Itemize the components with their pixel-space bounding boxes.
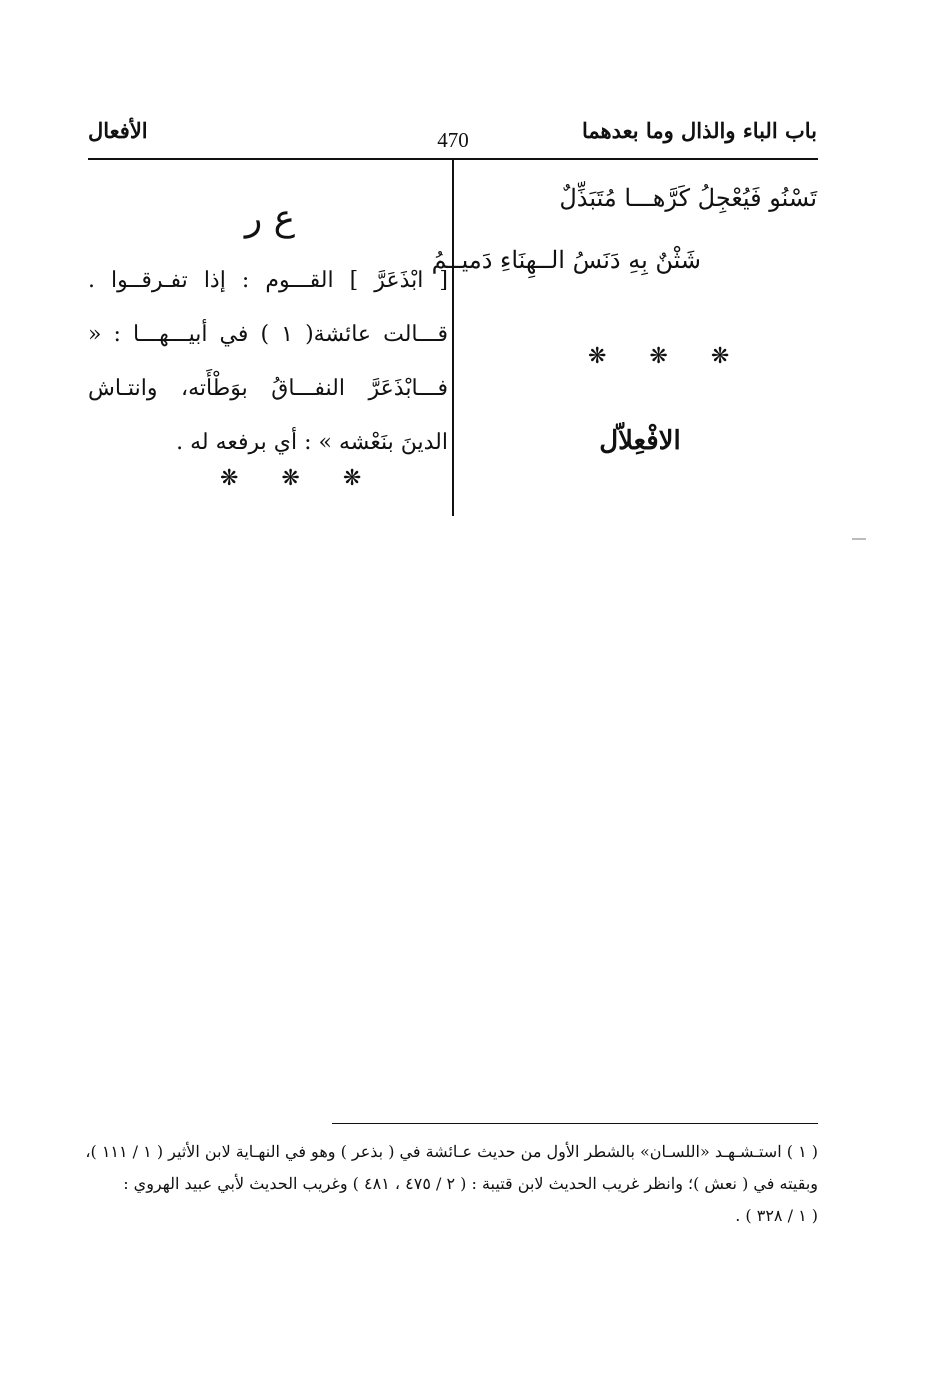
verse-line-2: شَثْنٌ بِهِ دَنَسُ الــهِنَاءِ دَميــمُ <box>431 246 701 274</box>
column-divider <box>452 160 454 516</box>
verse-line-1: تَسْنُو فَيُعْجِلُ كَرَّهـــا مُتَبَذِّلٌ <box>559 184 817 212</box>
separator-right: ❋ ❋ ❋ <box>588 344 748 369</box>
footnote-line-3: ( ١ / ٣٢٨ ) . <box>735 1206 818 1225</box>
footnote-line-1: ( ١ ) استـشـهـد «اللسـان» بالشطر الأول من حديث عـائشة في ( بذعر ) وهو في النهـاية لابن الأثير ( ١ / ١١١ )، <box>85 1142 818 1161</box>
section-title: الأفعال <box>88 118 148 143</box>
scan-mark <box>852 538 866 540</box>
separator-left: ❋ ❋ ❋ <box>220 466 380 491</box>
section-heading: الافْعِلاّل <box>599 426 681 456</box>
footnote <box>85 1136 818 1232</box>
page-number: 470 <box>437 128 469 152</box>
footnote-line-2: وبقيته في ( نعش )؛ وانظر غريب الحديث لابن قتيبة : ( ٢ / ٤٧٥ ، ٤٨١ ) وغريب الحديث لأبي عبيد الهروي : <box>123 1174 818 1193</box>
footnote-rule <box>332 1123 818 1124</box>
root-heading: ع ر <box>244 198 296 239</box>
entry-paragraph: [ ابْذَعَرَّ ] القـــوم : إذا تفـرقــوا . قـــالت عائشة( ١ ) في أبيـــهـــا : « فـــابْذَعَرَّ النفـــاقُ بوَطْأَته، وانتـاش الدينَ بنَعْشه » : أي برفعه له . <box>88 268 448 455</box>
chapter-title: باب الباء والذال وما بعدهما <box>582 118 817 143</box>
